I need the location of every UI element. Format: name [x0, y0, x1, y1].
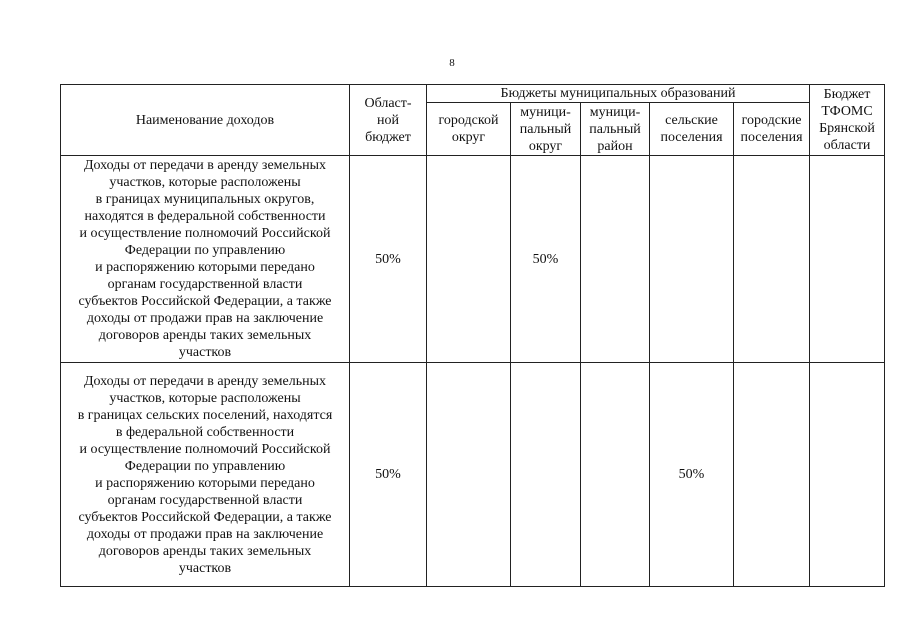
- cell-rural-settlements: [650, 156, 734, 363]
- header-tfoms-budget: Бюджет ТФОМС Брянской области: [810, 85, 885, 156]
- cell-rural-settlements: 50%: [650, 363, 734, 587]
- table-row: [61, 363, 885, 587]
- header-municipal-district: муници- пальный округ: [511, 103, 581, 156]
- row-description: Доходы от передачи в аренду земельных участков, которые расположены в границах муниципальных округов, находятся в федеральной собственности и осуществление полномочий Российской Федерации по управлению и распоряжению которыми передано органам государственной власти субъектов Российской Федерации, а также доходы от продажи прав на заключение договоров аренды таких земельных участков: [61, 156, 350, 363]
- header-municipal-budgets: Бюджеты муниципальных образований: [427, 85, 810, 103]
- header-urban-district: городской округ: [427, 103, 511, 156]
- header-income-name: Наименование доходов: [61, 85, 350, 156]
- header-municipal-area: муници- пальный район: [581, 103, 650, 156]
- header-regional-budget: Област- ной бюджет: [350, 85, 427, 156]
- table-row: [61, 156, 885, 363]
- cell-municipal-area: [581, 156, 650, 363]
- cell-municipal-area: [581, 363, 650, 587]
- header-urban-settlements: городские поселения: [734, 103, 810, 156]
- cell-tfoms: [810, 363, 885, 587]
- cell-urban-district: [427, 156, 511, 363]
- cell-urban-district: [427, 363, 511, 587]
- cell-municipal-district: [511, 363, 581, 587]
- cell-urban-settlements: [734, 363, 810, 587]
- header-rural-settlements: сельские поселения: [650, 103, 734, 156]
- page-number: 8: [449, 57, 455, 69]
- cell-municipal-district: 50%: [511, 156, 581, 363]
- cell-urban-settlements: [734, 156, 810, 363]
- revenue-distribution-table: [60, 84, 885, 587]
- cell-regional: 50%: [350, 156, 427, 363]
- cell-regional: 50%: [350, 363, 427, 587]
- cell-tfoms: [810, 156, 885, 363]
- row-description: Доходы от передачи в аренду земельных участков, которые расположены в границах сельских поселений, находятся в федеральной собственности и осуществление полномочий Российской Федерации по управлению и распоряжению которыми передано органам государственной власти субъектов Российской Федерации, а также доходы от продажи прав на заключение договоров аренды таких земельных участков: [61, 363, 350, 587]
